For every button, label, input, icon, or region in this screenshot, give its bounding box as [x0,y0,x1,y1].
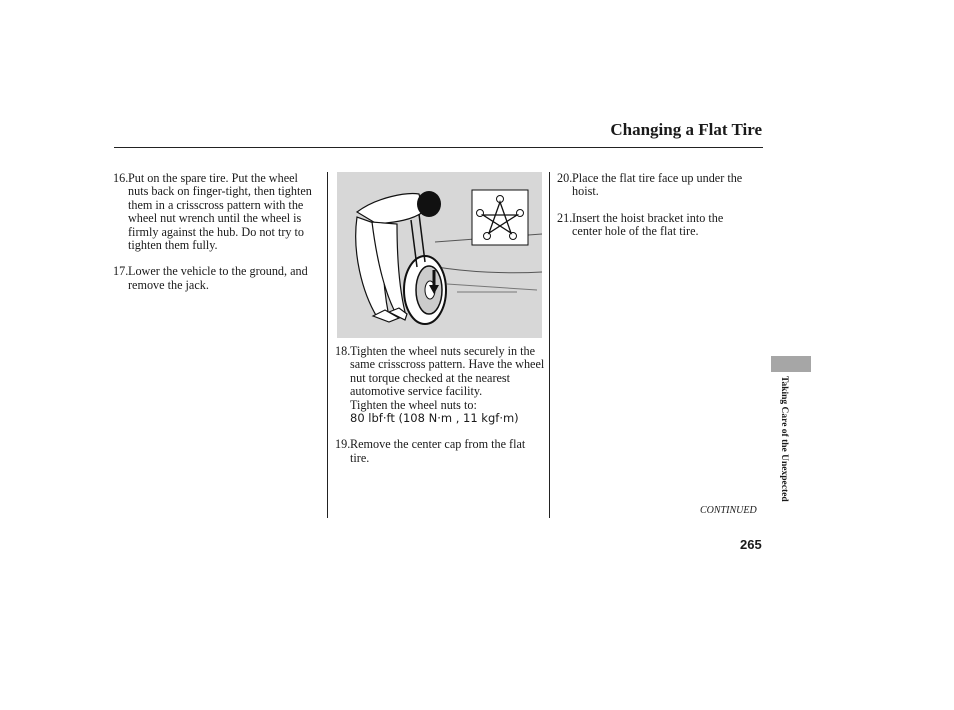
person-tightening-wheel-nuts-icon [337,172,542,338]
column-divider-right [549,172,550,518]
step-17: 17. Lower the vehicle to the ground, and remove the jack. [113,264,308,292]
torque-value: 80 lbf·ft (108 N·m , 11 kgf·m) [350,411,519,426]
torque-label: Tighten the wheel nuts to: [350,397,477,412]
step-18: 18. Tighten the wheel nuts securely in the same crisscross pattern. Have the wheel nut torque checked at the nearest automotive service facility. Tighten the wheel nuts to: 80 lbf·ft (108 N·m , 11 kgf·m) [335,344,545,426]
step-text: Place the flat tire face up under the hoist. [572,171,743,199]
continued-label: CONTINUED [700,505,757,516]
step-text: Tighten the wheel nuts securely in the same crisscross pattern. Have the wheel nut torque checked at the nearest automotive service facility. [350,344,545,399]
page-title: Changing a Flat Tire [610,120,762,139]
right-column [557,172,753,252]
step-text: Lower the vehicle to the ground, and remove the jack. [128,264,308,292]
step-text: Remove the center cap from the flat tire. [350,437,526,465]
tire-illustration [337,172,542,338]
step-text: Insert the hoist bracket into the center hole of the flat tire. [572,210,724,239]
section-tab [771,356,811,372]
column-divider-left [327,172,328,518]
section-side-label: Taking Care of the Unexpected [779,376,789,502]
left-column [113,172,321,305]
step-text: Put on the spare tire. Put the wheel nuts back on finger-tight, then tighten them in a crisscross pattern with the wheel nut wrench until the wheel is firmly against the hub. Do not try to tighten them fully. [128,171,312,253]
header-rule [114,147,763,148]
step-21: 21. Insert the hoist bracket into the center hole of the flat tire. [557,210,724,239]
step-19: 19. Remove the center cap from the flat tire. [335,437,526,465]
step-16: 16. Put on the spare tire. Put the wheel nuts back on finger-tight, then tighten them in a crisscross pattern with the wheel nut wrench until the wheel is firmly against the hub. Do not try to tighten them fully. [113,171,312,253]
step-20: 20. Place the flat tire face up under the hoist. [557,171,743,199]
middle-column [335,345,545,478]
page-number: 265 [740,537,762,552]
